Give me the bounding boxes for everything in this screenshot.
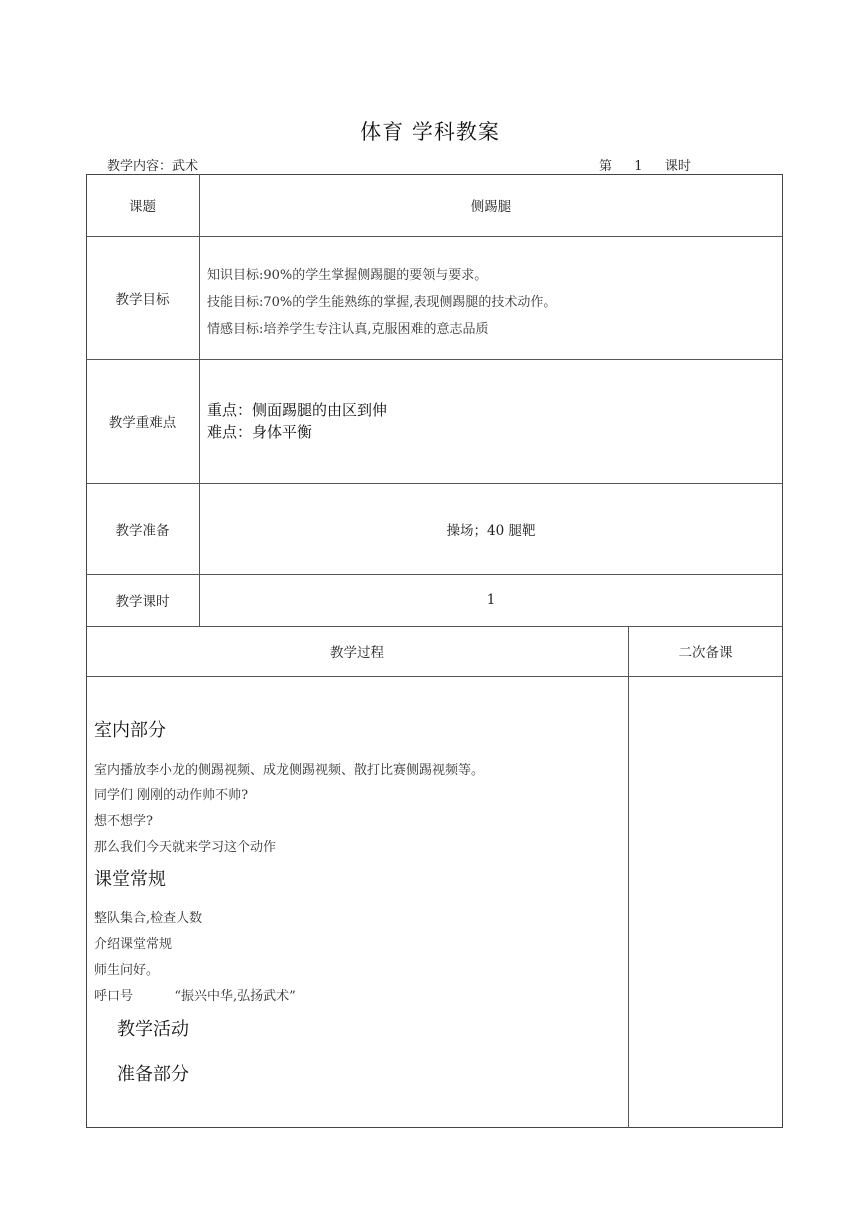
- keypoints-content: [207, 399, 387, 443]
- lesson-number: 1: [634, 159, 643, 174]
- routine-line: 介绍课堂常规: [94, 937, 173, 952]
- objectives-list: [207, 262, 556, 343]
- routine-line: 师生问好。: [94, 963, 160, 978]
- topic-value: 侧踢腿: [470, 199, 512, 215]
- row-divider: [86, 676, 783, 677]
- side-column-divider: [628, 626, 629, 1128]
- hours-value: 1: [486, 592, 496, 608]
- second-prep-header: 二次备课: [678, 645, 733, 661]
- preparation-label: 教学准备: [115, 522, 170, 539]
- routine-line: 呼口号 “振兴中华,弘扬武术”: [94, 989, 296, 1004]
- objectives-label: 教学目标: [115, 291, 170, 308]
- activities-heading: 教学活动: [117, 1019, 189, 1040]
- indoor-line: 想不想学?: [94, 814, 153, 829]
- hours-label: 教学课时: [115, 594, 170, 610]
- process-header: 教学过程: [330, 645, 384, 661]
- document-title: 体育 学科教案: [360, 120, 500, 144]
- preparation-value: 操场；40 腿靶: [446, 522, 536, 539]
- objective-skill: 技能目标:70%的学生能熟练的掌握,表现侧踢腿的技术动作。: [207, 295, 557, 310]
- key-point: 重点：侧面踢腿的由区到伸: [207, 401, 388, 419]
- keypoints-label: 教学重难点: [108, 415, 177, 431]
- indoor-heading: 室内部分: [94, 720, 166, 741]
- teaching-content-label: 教学内容：武术: [107, 159, 199, 174]
- indoor-line: 同学们 刚刚的动作帅不帅?: [94, 788, 249, 803]
- lesson-suffix: 课时: [664, 159, 691, 174]
- objective-knowledge: 知识目标:90%的学生掌握侧踢腿的要领与要求。: [207, 268, 488, 283]
- routine-heading: 课堂常规: [94, 869, 166, 890]
- lesson-number-line: [599, 155, 691, 174]
- topic-label: 课题: [129, 199, 156, 215]
- difficult-point: 难点：身体平衡: [207, 423, 313, 441]
- indoor-line: 室内播放李小龙的侧踢视频、成龙侧踢视频、散打比赛侧踢视频等。: [94, 763, 485, 778]
- objective-affective: 情感目标:培养学生专注认真,克服困难的意志品质: [207, 322, 489, 337]
- indoor-line: 那么我们今天就来学习这个动作: [94, 840, 277, 855]
- routine-line: 整队集合,检查人数: [94, 911, 203, 926]
- lesson-prefix: 第: [599, 159, 613, 174]
- prep-part-heading: 准备部分: [117, 1064, 189, 1085]
